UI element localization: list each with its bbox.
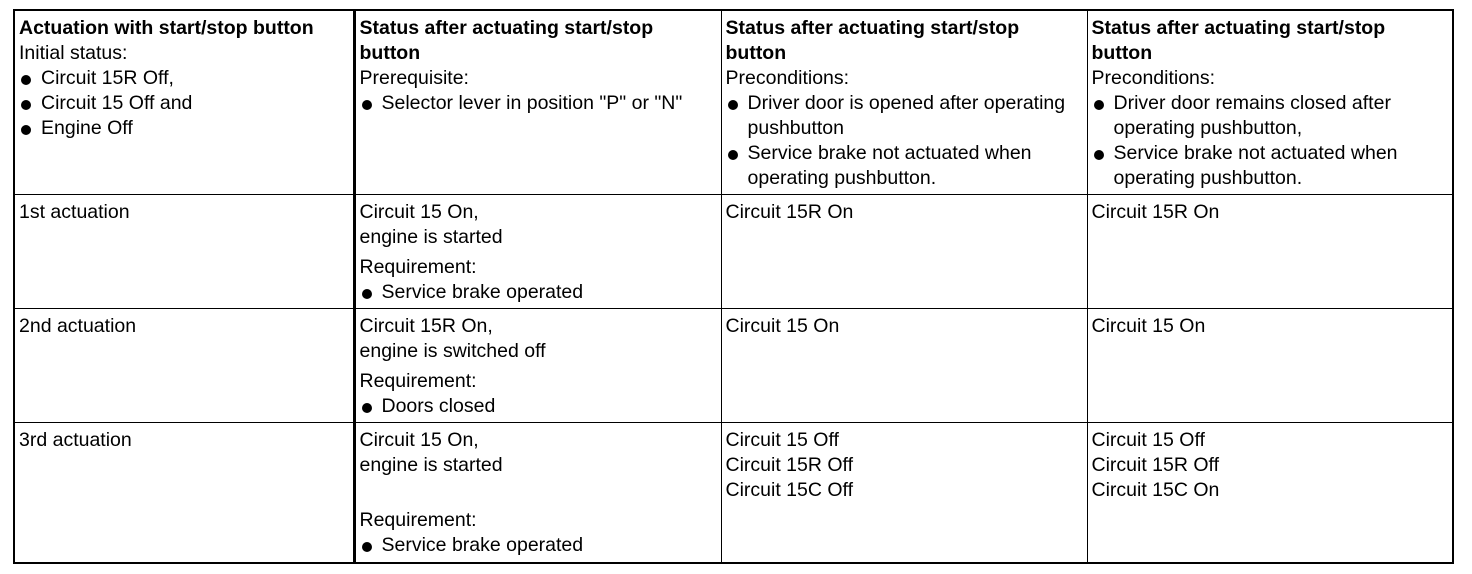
- door-closed-cell: [1087, 423, 1453, 563]
- header-cell-door-opened: [721, 10, 1087, 195]
- result-line: Circuit 15R Off: [1091, 454, 1220, 476]
- status-cell: [354, 309, 721, 423]
- header-cell-door-closed: [1087, 10, 1453, 195]
- prerequisite-label: Prerequisite:: [359, 67, 469, 89]
- bullet-item: Doors closed: [360, 394, 717, 419]
- door-opened-cell: [721, 195, 1087, 309]
- result-line: Circuit 15 On: [725, 315, 840, 337]
- start-stop-actuation-table: [13, 9, 1454, 564]
- status-cell: [354, 423, 721, 563]
- header-cell-actuation: [14, 10, 354, 195]
- actuation-cell: 1st actuation: [14, 195, 354, 309]
- table-row: [14, 195, 1453, 309]
- preconditions-label: Preconditions:: [1091, 67, 1216, 89]
- bullet-item: Selector lever in position "P" or "N": [360, 91, 717, 116]
- bullet-item: Engine Off: [19, 116, 349, 141]
- result-line: Circuit 15 On: [1091, 315, 1206, 337]
- initial-status-list: [19, 66, 349, 141]
- column-title: Status after actuating start/stop button: [1091, 17, 1386, 64]
- status-line: Circuit 15 On,: [359, 201, 479, 223]
- preconditions-label: Preconditions:: [725, 67, 850, 89]
- column-title: Actuation with start/stop button: [19, 17, 314, 39]
- door-opened-cell: [721, 309, 1087, 423]
- bullet-item: Service brake operated: [360, 280, 717, 305]
- actuation-cell: 3rd actuation: [14, 423, 354, 563]
- status-cell: [354, 195, 721, 309]
- status-line: engine is started: [359, 454, 503, 476]
- column-title: Status after actuating start/stop button: [359, 17, 654, 64]
- result-line: Circuit 15R On: [1091, 201, 1220, 223]
- door-opened-cell: [721, 423, 1087, 563]
- bullet-item: Circuit 15 Off and: [19, 91, 349, 116]
- requirement-list: [360, 280, 717, 305]
- bullet-item: Service brake not actuated when operating pushbutton.: [1092, 141, 1449, 191]
- bullet-item: Driver door remains closed after operating pushbutton,: [1092, 91, 1449, 141]
- result-line: Circuit 15 Off: [725, 429, 839, 451]
- actuation-cell: 2nd actuation: [14, 309, 354, 423]
- status-line: Circuit 15 On,: [359, 429, 479, 451]
- bullet-item: Service brake operated: [360, 533, 717, 558]
- requirement-label: Requirement:: [359, 370, 477, 392]
- initial-status-label: Initial status:: [19, 42, 128, 64]
- result-line: Circuit 15R On: [725, 201, 854, 223]
- table-row: [14, 309, 1453, 423]
- status-line: Circuit 15R On,: [359, 315, 493, 337]
- status-line: engine is started: [359, 226, 503, 248]
- status-line: engine is switched off: [359, 340, 546, 362]
- header-cell-status: [354, 10, 721, 195]
- preconditions-list: [726, 91, 1083, 191]
- result-line: Circuit 15C On: [1091, 479, 1220, 501]
- door-closed-cell: [1087, 309, 1453, 423]
- bullet-item: Driver door is opened after operating pushbutton: [726, 91, 1083, 141]
- requirement-list: [360, 394, 717, 419]
- column-title: Status after actuating start/stop button: [725, 17, 1020, 64]
- requirement-label: Requirement:: [359, 509, 477, 531]
- header-row: [14, 10, 1453, 195]
- result-line: Circuit 15 Off: [1091, 429, 1205, 451]
- result-line: Circuit 15R Off: [725, 454, 854, 476]
- requirement-list: [360, 533, 717, 558]
- requirement-label: Requirement:: [359, 256, 477, 278]
- door-closed-cell: [1087, 195, 1453, 309]
- prerequisite-list: [360, 91, 717, 116]
- bullet-item: Circuit 15R Off,: [19, 66, 349, 91]
- preconditions-list: [1092, 91, 1449, 191]
- result-line: Circuit 15C Off: [725, 479, 854, 501]
- table-row: [14, 423, 1453, 563]
- bullet-item: Service brake not actuated when operating pushbutton.: [726, 141, 1083, 191]
